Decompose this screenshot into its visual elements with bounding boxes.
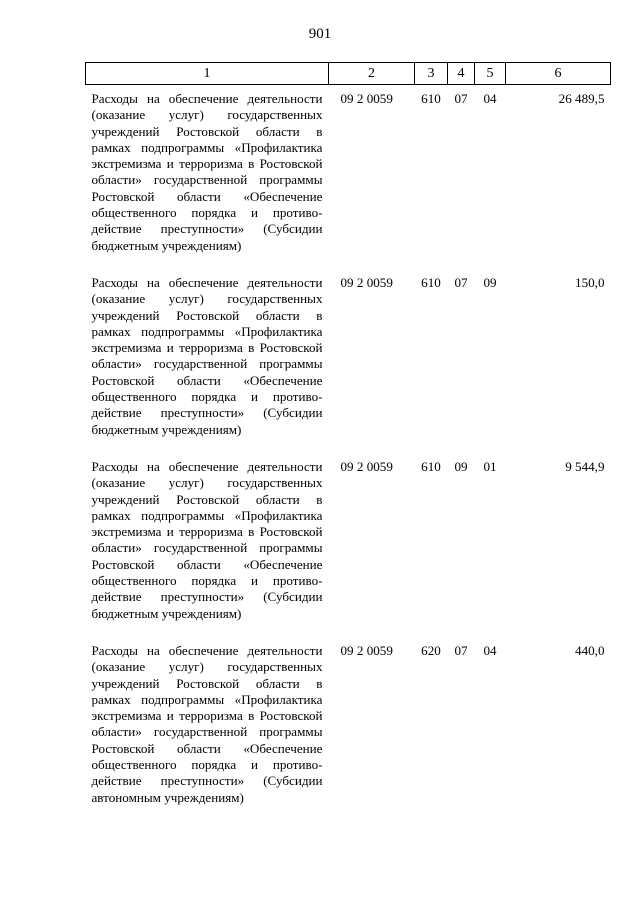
row-description: Расходы на обеспечение деятельности (оказание услуг) государственных учреждений Ростовской области в рамках подпрограммы «Профилактика экстремизма и терроризма в Ростовской области» государственной программы Ростовской области «Обеспечение общественного порядка и противодействие преступности» (Субсидии автономным учреждениям) — [91, 643, 323, 805]
row-description: Расходы на обеспечение деятельности (оказание услуг) государственных учреждений Ростовской области в рамках подпрограммы «Профилактика экстремизма и терроризма в Ростовской области» государственной программы Ростовской области «Обеспечение общественного порядка и противодействие преступности» (Субсидии бюджетным учреждениям) — [91, 275, 323, 437]
row-subsection: 04 — [483, 91, 497, 106]
table-row — [86, 85, 611, 270]
header-col-3: 3 — [415, 63, 448, 85]
header-col-2: 2 — [329, 63, 415, 85]
header-col-1: 1 — [86, 63, 329, 85]
header-col-5: 5 — [475, 63, 506, 85]
row-description: Расходы на обеспечение деятельности (оказание услуг) государственных учреждений Ростовской области в рамках подпрограммы «Профилактика экстремизма и терроризма в Ростовской области» государственной программы Ростовской области «Обеспечение общественного порядка и противодействие преступности» (Субсидии бюджетным учреждениям) — [91, 91, 323, 253]
row-amount: 150,0 — [575, 275, 605, 290]
row-expense-type: 610 — [421, 275, 441, 290]
row-section: 09 — [454, 459, 468, 474]
row-target-article: 09 2 0059 — [340, 459, 393, 474]
row-expense-type: 610 — [421, 459, 441, 474]
row-target-article: 09 2 0059 — [340, 91, 393, 106]
row-expense-type: 620 — [421, 643, 441, 658]
row-subsection: 04 — [483, 643, 497, 658]
row-amount: 440,0 — [575, 643, 605, 658]
page-number: 901 — [308, 26, 332, 42]
row-target-article: 09 2 0059 — [340, 643, 393, 658]
row-subsection: 01 — [483, 459, 497, 474]
row-amount: 26 489,5 — [558, 91, 605, 106]
budget-table — [85, 62, 611, 821]
row-section: 07 — [454, 643, 468, 658]
table-row — [86, 637, 611, 821]
header-col-6: 6 — [506, 63, 611, 85]
row-subsection: 09 — [483, 275, 497, 290]
row-expense-type: 610 — [421, 91, 441, 106]
table-header-row — [86, 63, 611, 85]
row-target-article: 09 2 0059 — [340, 275, 393, 290]
row-amount: 9 544,9 — [565, 459, 605, 474]
row-section: 07 — [454, 275, 468, 290]
row-section: 07 — [454, 91, 468, 106]
table-row — [86, 453, 611, 637]
header-col-4: 4 — [448, 63, 475, 85]
table-row — [86, 269, 611, 453]
row-description: Расходы на обеспечение деятельности (оказание услуг) государственных учреждений Ростовской области в рамках подпрограммы «Профилактика экстремизма и терроризма в Ростовской области» государственной программы Ростовской области «Обеспечение общественного порядка и противодействие преступности» (Субсидии бюджетным учреждениям) — [91, 459, 323, 621]
